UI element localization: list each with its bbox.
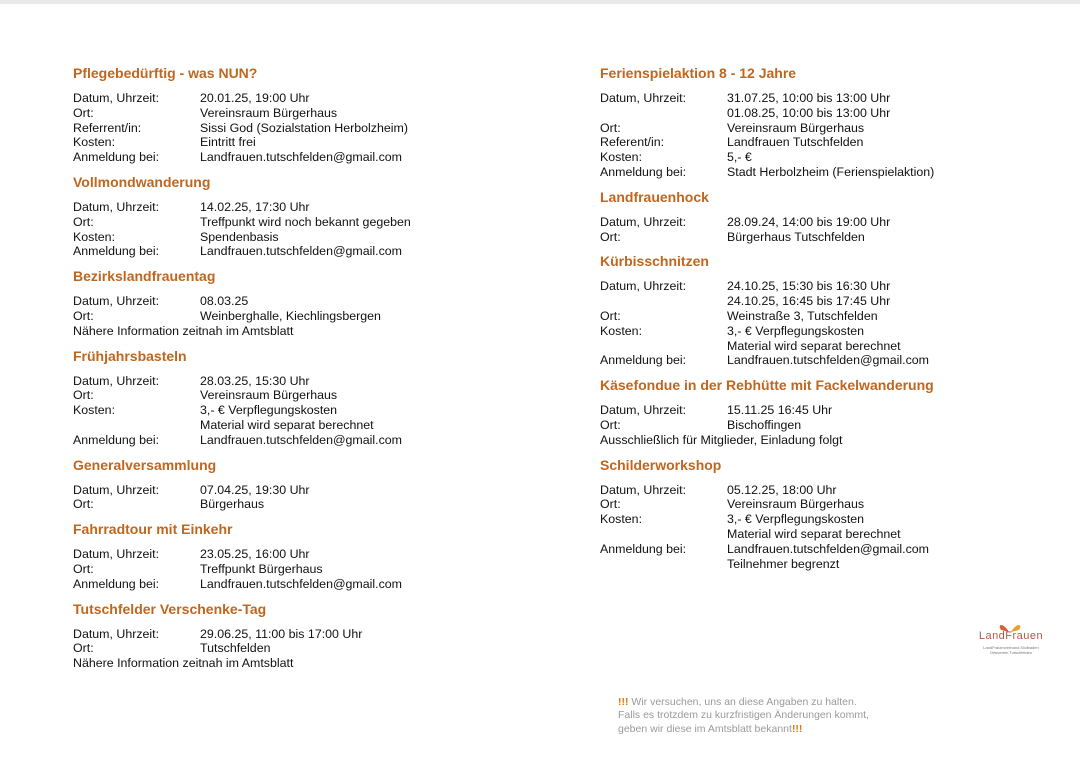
event-title: Fahrradtour mit Einkehr xyxy=(73,521,233,538)
event-detail-row xyxy=(600,497,1040,512)
detail-value: Tutschfelden xyxy=(200,641,271,656)
detail-label: Ort: xyxy=(73,105,94,120)
detail-value: Material wird separat berechnet xyxy=(727,338,901,353)
event-section xyxy=(73,600,543,671)
event-detail-row xyxy=(73,418,543,433)
detail-value: 29.06.25, 11:00 bis 17:00 Uhr xyxy=(200,626,363,641)
detail-label: Ort: xyxy=(600,120,621,135)
detail-value: Teilnehmer begrenzt xyxy=(727,556,840,571)
detail-value: Landfrauen Tutschfelden xyxy=(727,135,864,150)
detail-value: 07.04.25, 19:30 Uhr xyxy=(200,482,310,497)
detail-label: Datum, Uhrzeit: xyxy=(73,482,160,497)
detail-label: Datum, Uhrzeit: xyxy=(600,214,687,229)
event-detail-row xyxy=(600,91,1040,106)
exclamation-marks: !!! xyxy=(618,696,629,708)
event-detail-row xyxy=(600,418,1040,433)
event-detail-row xyxy=(73,483,543,498)
event-detail-row xyxy=(600,512,1040,527)
detail-value: Bürgerhaus Tutschfelden xyxy=(727,229,865,244)
event-detail-row xyxy=(73,91,543,106)
detail-value: Landfrauen.tutschfelden@gmail.com xyxy=(200,244,402,259)
detail-label: Kosten: xyxy=(73,229,116,244)
event-detail-row xyxy=(600,557,1040,572)
event-detail-row xyxy=(600,165,1040,180)
event-detail-row xyxy=(73,200,543,215)
event-title: Landfrauenhock xyxy=(600,188,709,205)
footer-disclaimer xyxy=(618,696,948,736)
detail-value: 15.11.25 16:45 Uhr xyxy=(727,403,833,418)
event-detail-row xyxy=(73,641,543,656)
detail-label: Kosten: xyxy=(600,512,643,527)
detail-label: Anmeldung bei: xyxy=(73,432,160,447)
event-title: Pflegebedürftig - was NUN? xyxy=(73,65,258,81)
event-detail-row xyxy=(73,135,543,150)
event-section xyxy=(600,456,1040,572)
event-detail-row xyxy=(73,497,543,512)
event-detail-row xyxy=(73,388,543,403)
detail-value: Weinberghalle, Kiechlingsbergen xyxy=(200,308,381,323)
event-title: Schilderworkshop xyxy=(600,456,722,473)
detail-value: 28.03.25, 15:30 Uhr xyxy=(200,373,310,388)
detail-label xyxy=(600,294,727,309)
event-detail-row xyxy=(73,294,543,309)
detail-value: 3,- € Verpflegungskosten xyxy=(727,512,865,527)
event-detail-row xyxy=(73,121,543,136)
detail-label: Anmeldung bei: xyxy=(600,164,687,179)
detail-label: Ort: xyxy=(600,417,621,432)
detail-value: Landfrauen.tutschfelden@gmail.com xyxy=(200,576,402,591)
footer-line-2: Falls es trotzdem zu kurzfristigen Änderungen kommt, xyxy=(618,709,869,722)
landfrauen-logo xyxy=(973,620,1049,660)
detail-label xyxy=(600,106,727,121)
detail-value: 3,- € Verpflegungskosten xyxy=(727,323,865,338)
detail-value: Material wird separat berechnet xyxy=(727,526,901,541)
detail-value: 31.07.25, 10:00 bis 13:00 Uhr xyxy=(727,91,891,105)
event-detail-row xyxy=(600,121,1040,136)
exclamation-marks-end: !!! xyxy=(791,722,803,735)
detail-value: 20.01.25, 19:00 Uhr xyxy=(200,91,310,105)
event-section xyxy=(73,267,543,338)
event-title: Ferienspielaktion 8 - 12 Jahre xyxy=(600,65,797,81)
event-title: Bezirkslandfrauentag xyxy=(73,268,216,285)
event-detail-row xyxy=(600,353,1040,368)
event-detail-row xyxy=(73,403,543,418)
detail-value: Weinstraße 3, Tutschfelden xyxy=(727,308,878,323)
detail-label: Anmeldung bei: xyxy=(600,541,687,556)
detail-label: Ort: xyxy=(73,388,94,403)
detail-value: Landfrauen.tutschfelden@gmail.com xyxy=(727,541,929,556)
event-detail-row xyxy=(600,150,1040,165)
detail-label: Kosten: xyxy=(600,323,643,338)
logo-name: LandFrauen xyxy=(978,630,1044,642)
event-title: Generalversammlung xyxy=(73,456,217,473)
detail-label: Datum, Uhrzeit: xyxy=(73,547,160,562)
event-detail-row xyxy=(600,483,1040,498)
footer-line-1: Wir versuchen, uns an diese Angaben zu halten. xyxy=(631,696,857,708)
event-detail-row xyxy=(600,135,1040,150)
detail-label: Ort: xyxy=(600,497,621,512)
detail-value: Sissi God (Sozialstation Herbolzheim) xyxy=(200,120,408,135)
detail-value: Vereinsraum Bürgerhaus xyxy=(727,120,865,135)
event-title: Käsefondue in der Rebhütte mit Fackelwanderung xyxy=(600,377,934,394)
detail-label: Datum, Uhrzeit: xyxy=(73,373,160,388)
event-detail-row xyxy=(73,374,543,389)
detail-label xyxy=(600,527,727,542)
event-note: Ausschließlich für Mitglieder, Einladung folgt xyxy=(600,432,843,447)
detail-label: Ort: xyxy=(73,561,94,576)
detail-value: 08.03.25 xyxy=(200,294,249,309)
detail-value: 24.10.25, 16:45 bis 17:45 Uhr xyxy=(727,294,891,309)
detail-value: Bischoffingen xyxy=(727,417,802,432)
event-detail-row xyxy=(600,403,1040,418)
detail-label xyxy=(600,557,727,572)
detail-label: Datum, Uhrzeit: xyxy=(600,403,687,418)
detail-label: Ort: xyxy=(600,308,621,323)
detail-label: Ort: xyxy=(600,229,621,244)
detail-label: Referrent/in: xyxy=(73,120,142,135)
detail-value: 14.02.25, 17:30 Uhr xyxy=(200,199,310,214)
detail-value: 5,- € xyxy=(727,150,752,165)
detail-label: Ort: xyxy=(73,497,94,512)
detail-value: Vereinsraum Bürgerhaus xyxy=(200,105,338,120)
event-title: Tutschfelder Verschenke-Tag xyxy=(73,600,267,617)
detail-value: Eintritt frei xyxy=(200,135,256,150)
detail-label: Anmeldung bei: xyxy=(73,576,160,591)
detail-label: Datum, Uhrzeit: xyxy=(73,626,160,641)
detail-label: Referent/in: xyxy=(600,135,665,150)
detail-value: 23.05.25, 16:00 Uhr xyxy=(200,547,310,562)
event-detail-row xyxy=(600,294,1040,309)
detail-label: Anmeldung bei: xyxy=(73,150,160,165)
logo-subline xyxy=(973,645,1049,655)
detail-label: Ort: xyxy=(73,308,94,323)
event-title: Kürbisschnitzen xyxy=(600,253,709,270)
event-detail-row xyxy=(600,542,1040,557)
event-detail-row xyxy=(600,527,1040,542)
event-detail-row xyxy=(600,215,1040,230)
event-detail-row xyxy=(73,150,543,165)
event-section xyxy=(73,173,543,259)
detail-value: Vereinsraum Bürgerhaus xyxy=(727,497,865,512)
event-detail-row xyxy=(73,627,543,642)
detail-value: 05.12.25, 18:00 Uhr xyxy=(727,482,837,497)
detail-label: Datum, Uhrzeit: xyxy=(73,294,160,309)
event-section xyxy=(600,252,1040,368)
detail-value: Vereinsraum Bürgerhaus xyxy=(200,388,338,403)
top-edge-bar xyxy=(0,0,1080,4)
event-detail-row xyxy=(73,577,543,592)
detail-value: Landfrauen.tutschfelden@gmail.com xyxy=(200,432,402,447)
detail-label: Anmeldung bei: xyxy=(73,244,160,259)
detail-label: Datum, Uhrzeit: xyxy=(73,199,160,214)
detail-value: 3,- € Verpflegungskosten xyxy=(200,403,338,418)
event-title: Frühjahrsbasteln xyxy=(73,347,187,364)
event-section xyxy=(73,520,543,591)
detail-label: Ort: xyxy=(73,641,94,656)
detail-value: Bürgerhaus xyxy=(200,497,265,512)
event-detail-row xyxy=(600,309,1040,324)
event-section xyxy=(600,376,1040,447)
detail-value: Spendenbasis xyxy=(200,229,279,244)
detail-label: Ort: xyxy=(73,214,94,229)
event-detail-row xyxy=(73,230,543,245)
event-title: Vollmondwanderung xyxy=(73,173,211,190)
detail-label: Datum, Uhrzeit: xyxy=(600,482,687,497)
detail-value: 01.08.25, 10:00 bis 13:00 Uhr xyxy=(727,105,891,120)
detail-value: Treffpunkt Bürgerhaus xyxy=(200,561,323,576)
detail-value: Landfrauen.tutschfelden@gmail.com xyxy=(200,150,402,165)
event-detail-row xyxy=(73,215,543,230)
event-detail-row xyxy=(73,244,543,259)
right-column xyxy=(600,64,1040,579)
event-note: Nähere Information zeitnah im Amtsblatt xyxy=(73,323,294,338)
detail-label: Datum, Uhrzeit: xyxy=(600,91,687,105)
detail-value: Treffpunkt wird noch bekannt gegeben xyxy=(200,214,411,229)
event-detail-row xyxy=(600,106,1040,121)
event-note: Nähere Information zeitnah im Amtsblatt xyxy=(73,656,294,671)
logo-subline-1: LandFrauenverband Südbaden xyxy=(983,645,1039,650)
event-section xyxy=(73,456,543,513)
event-detail-row xyxy=(600,324,1040,339)
event-detail-row xyxy=(73,547,543,562)
detail-label: Kosten: xyxy=(73,135,116,150)
detail-label: Datum, Uhrzeit: xyxy=(73,91,160,105)
detail-value: Stadt Herbolzheim (Ferienspielaktion) xyxy=(727,164,935,179)
detail-value: Landfrauen.tutschfelden@gmail.com xyxy=(727,353,929,368)
event-detail-row xyxy=(73,433,543,448)
event-section xyxy=(73,347,543,448)
detail-value: Material wird separat berechnet xyxy=(200,417,374,432)
footer-line-3: geben wir diese im Amtsblatt bekannt xyxy=(618,722,792,735)
detail-label: Anmeldung bei: xyxy=(600,353,687,368)
event-detail-row xyxy=(73,562,543,577)
event-detail-row xyxy=(73,106,543,121)
detail-label: Kosten: xyxy=(73,403,116,418)
detail-label xyxy=(73,418,200,433)
detail-label: Datum, Uhrzeit: xyxy=(600,279,687,294)
detail-label: Kosten: xyxy=(600,150,643,165)
logo-subline-2: Ortsverein Tutschfelden xyxy=(989,650,1033,655)
event-section xyxy=(600,64,1040,180)
detail-value: 28.09.24, 14:00 bis 19:00 Uhr xyxy=(727,214,891,229)
event-section xyxy=(73,64,543,165)
event-detail-row xyxy=(600,339,1040,354)
event-detail-row xyxy=(73,309,543,324)
event-detail-row xyxy=(600,279,1040,294)
detail-label xyxy=(600,339,727,354)
event-detail-row xyxy=(600,230,1040,245)
event-section xyxy=(600,188,1040,245)
detail-value: 24.10.25, 15:30 bis 16:30 Uhr xyxy=(727,279,891,294)
left-column xyxy=(73,64,543,679)
